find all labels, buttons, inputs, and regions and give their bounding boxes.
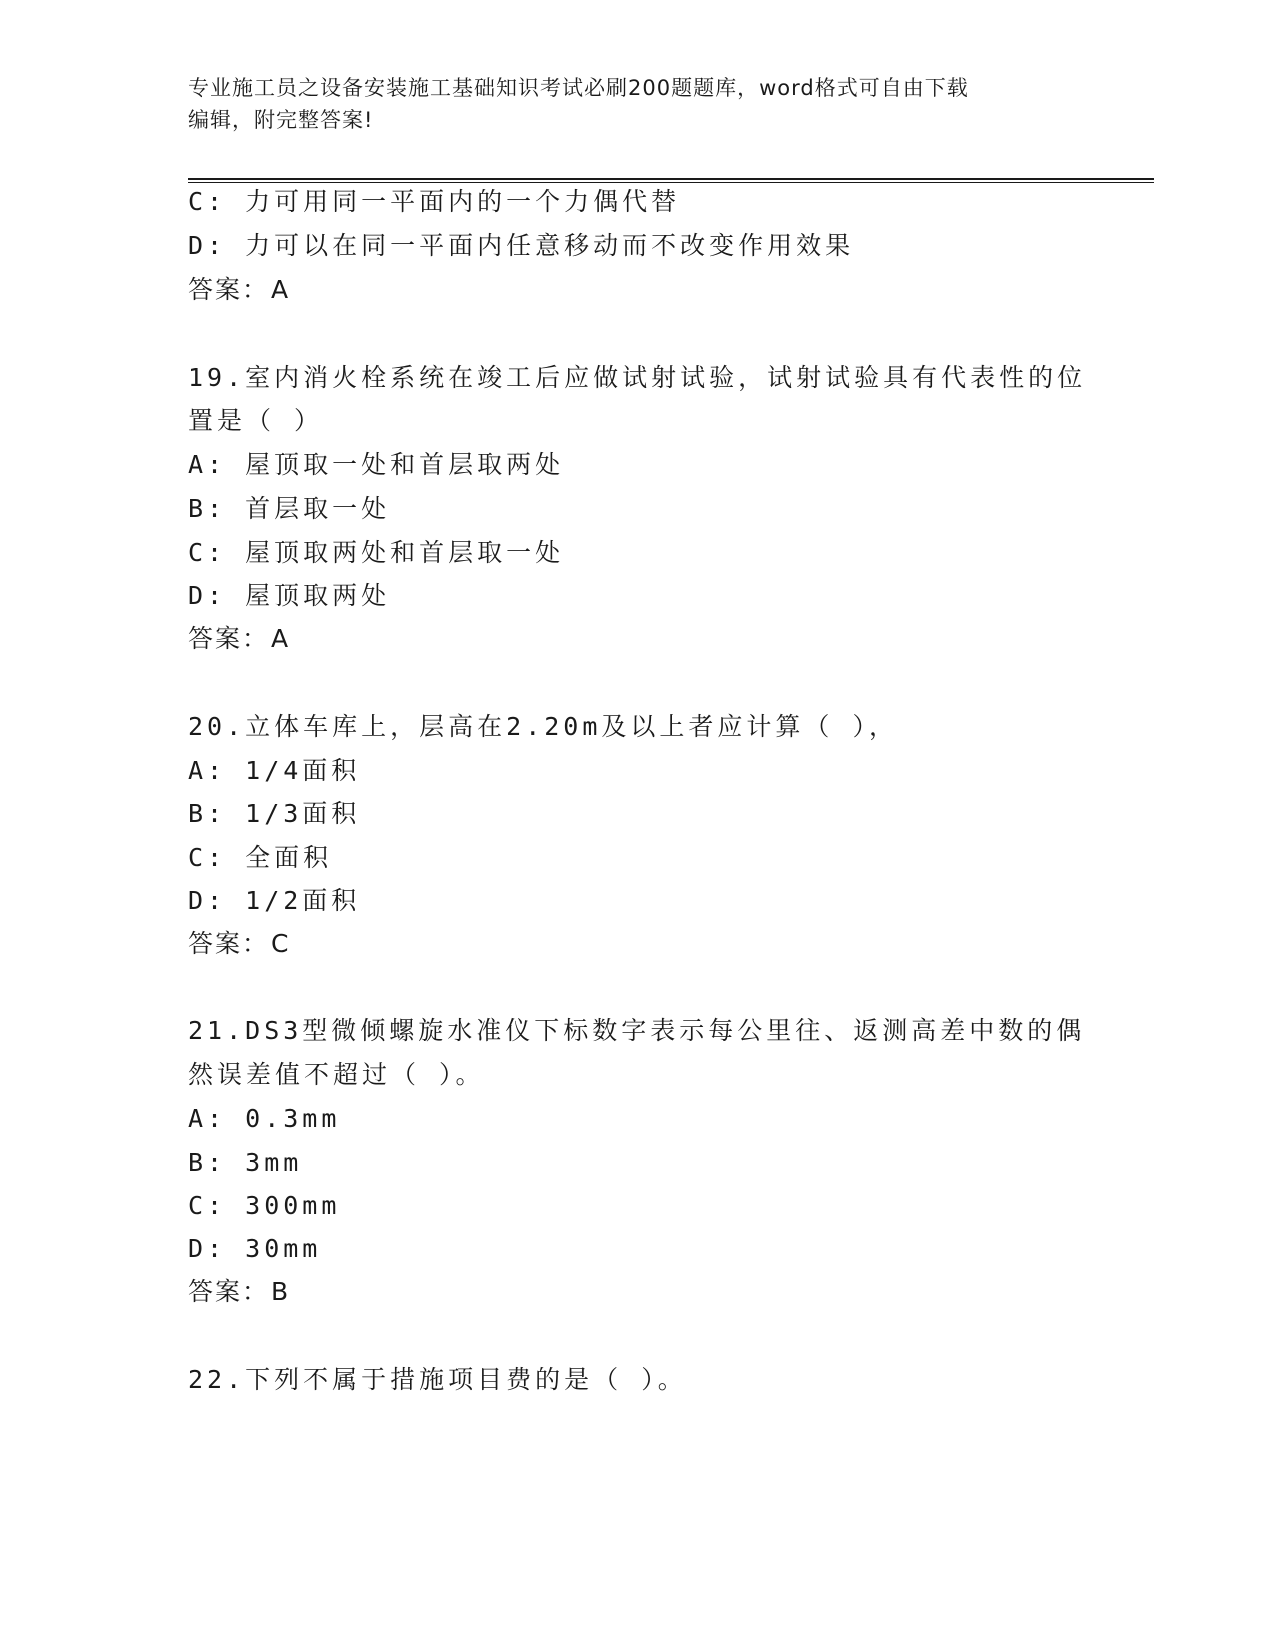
q21-stem-line-2: 然误差值不超过（ ）。: [188, 1060, 485, 1089]
q18-answer: [188, 274, 1088, 306]
q21-option-c: C: 300mm: [188, 1191, 341, 1220]
answer-value: A: [271, 275, 291, 304]
q19-answer: [188, 623, 1088, 655]
q19-option-b: B: 首层取一处: [188, 494, 391, 523]
q18-option-c: C: 力可用同一平面内的一个力偶代替: [188, 187, 681, 216]
q22-stem-line-1: 22.下列不属于措施项目费的是（ ）。: [188, 1365, 687, 1394]
q21-option-a: A: 0.3mm: [188, 1104, 341, 1133]
q20-option-b: B: 1/3面积: [188, 799, 361, 828]
q21-stem-line-1: 21.DS3型微倾螺旋水准仪下标数字表示每公里往、返测高差中数的偶: [188, 1016, 1086, 1045]
q20-option-a: A: 1/4面积: [188, 756, 361, 785]
answer-label: 答案：: [188, 1277, 270, 1306]
q21-option-b: B: 3mm: [188, 1148, 303, 1177]
q20-stem-line-1: 20.立体车库上，层高在2.20m及以上者应计算（ ），: [188, 712, 898, 741]
q19-stem-line-1: 19.室内消火栓系统在竣工后应做试射试验，试射试验具有代表性的位: [188, 363, 1087, 392]
q20-option-c: C: 全面积: [188, 843, 333, 872]
answer-value: C: [271, 929, 291, 958]
q19-option-d: D: 屋顶取两处: [188, 581, 391, 610]
answer-label: 答案：: [188, 929, 270, 958]
header-divider-thin: [188, 182, 1154, 183]
q20-answer: [188, 928, 1088, 960]
q18-option-d: D: 力可以在同一平面内任意移动而不改变作用效果: [188, 231, 855, 260]
q19-stem-line-2: 置是（ ）: [188, 406, 324, 435]
document-header: [188, 72, 1088, 136]
q19-option-a: A: 屋顶取一处和首层取两处: [188, 450, 565, 479]
header-title-line-2: 编辑，附完整答案!: [188, 108, 374, 132]
q21-option-d: D: 30mm: [188, 1234, 322, 1263]
q19-option-c: C: 屋顶取两处和首层取一处: [188, 538, 565, 567]
answer-label: 答案：: [188, 624, 270, 653]
answer-value: A: [271, 624, 291, 653]
q20-option-d: D: 1/2面积: [188, 886, 361, 915]
answer-value: B: [271, 1277, 291, 1306]
q21-answer: [188, 1276, 1088, 1308]
header-divider-thick: [188, 178, 1154, 180]
header-title-line-1: 专业施工员之设备安装施工基础知识考试必刷200题题库，word格式可自由下载: [188, 76, 969, 100]
answer-label: 答案：: [188, 275, 270, 304]
